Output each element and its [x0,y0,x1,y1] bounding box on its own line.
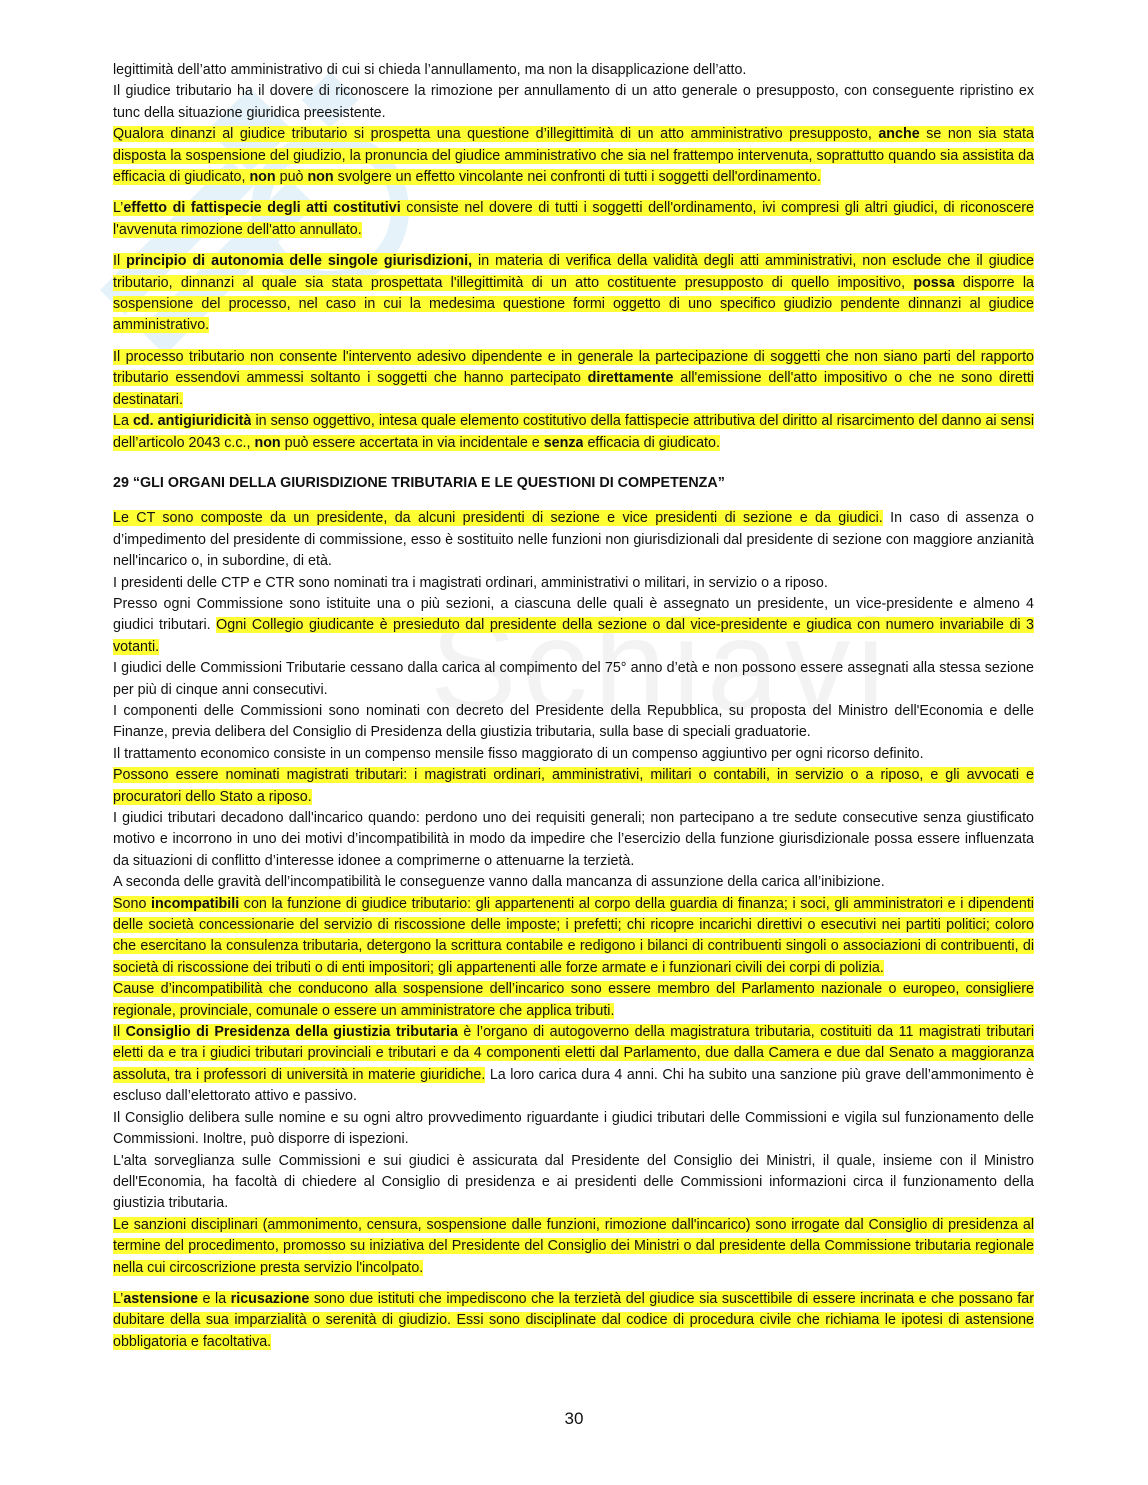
paragraph [113,1022,1034,1108]
highlighted-text: astensione [123,1290,199,1307]
text-run: Presso ogni Commissione sono istituite una o più sezioni, a ciascuna delle quali è assegnato un presidente, un vice-presidente e almeno 4 giudici tributari. [113,595,1034,634]
paragraph [113,81,1034,124]
highlighted-text: Il processo tributario non consente l'intervento adesivo dipendente e in generale la partecipazione di soggetti che non siano parti del rapporto tributario essendovi ammessi soltanto i soggetti che hanno partecipato [113,348,1034,387]
highlighted-text: Il [113,253,127,270]
paragraph [113,573,1034,594]
paragraph [113,744,1034,765]
paragraph [113,347,1034,411]
paragraph [113,1289,1034,1353]
highlighted-text: all'emissione dell'atto impositivo o che ne sono diretti destinatari. [113,370,1034,408]
highlighted-text: Le CT sono composte da un presidente, da alcuni presidenti di sezione e vice presidenti di sezione e da giudici. [113,510,883,527]
highlighted-text: Possono essere nominati magistrati tributari: i magistrati ordinari, amministrativi, militari o contabili, in servizio o a riposo, e gli avvocati e procuratori dello Stato a riposo. [113,767,1034,805]
paragraph [113,1215,1034,1279]
text-run: In caso di assenza o d’impedimento del presidente di commissione, esso è sostituito nelle funzioni non giurisdizionali dal presidente di sezione con maggiore anzianità nell'incarico o, in subordine, di età. [113,510,1034,570]
highlighted-text: possa [913,274,955,291]
text-run: I giudici delle Commissioni Tributarie cessano dalla carica al compimento del 75° anno d’età e non possono essere assegnati alla stessa sezione per più di cinque anni consecutivi. [113,660,1034,698]
paragraph [113,124,1034,188]
highlighted-text: può [275,169,308,186]
highlighted-text: Cause d’incompatibilità che conducono alla sospensione dell’incarico sono essere membro del Parlamento nazionale o europeo, consigliere regionale, provinciale, comunale o essere un amministratore che applica tributi. [113,981,1034,1019]
text-run: Il trattamento economico consiste in un compenso mensile fisso maggiorato di un compenso aggiuntivo per ogni ricorso definito. [113,745,924,762]
highlighted-text: Le sanzioni disciplinari (ammonimento, censura, sospensione dalle funzioni, rimozione dall'incarico) sono irrogate dal Consiglio di presidenza al termine del procedimento, promosso su iniziativa del Presidente del Consiglio dei Ministri o dal presidente della Commissione tributaria regionale nella cui circoscrizione presta servizio l'incolpato. [113,1216,1034,1276]
highlighted-text: con la funzione di giudice tributario: gli appartenenti al corpo della guardia di finanza; i soci, gli amministratori e i dipendenti delle società concessionarie del servizio di riscossione delle imposte; i prefetti; chi ricopre incarichi direttivi o esecutivi nei partiti politici; coloro che esercitano la consulenza tributaria, detergono la scrittura contabile e redigono i bilanci di contribuenti singoli o associazioni di contribuenti, di società di riscossione dei tributi o di enti impositori; gli appartenenti alle forze armate e i funzionari civili dei corpi di polizia. [113,895,1034,976]
highlighted-text: ricusazione [230,1290,310,1307]
highlighted-text: Il [113,1024,126,1041]
highlighted-text: La [113,413,133,430]
highlighted-text: non [307,169,334,186]
text-run: Il giudice tributario ha il dovere di riconoscere la rimozione per annullamento di un atto generale o presupposto, con conseguente ripristino ex tunc della situazione giuridica preesistente. [113,83,1034,121]
section-heading [113,473,1034,494]
text-run: 29 “GLI ORGANI DELLA GIURISDIZIONE TRIBUTARIA E LE QUESTIONI DI COMPETENZA” [113,474,725,491]
paragraph [113,979,1034,1022]
highlighted-text: può essere accertata in via incidentale e [280,434,544,451]
highlighted-text: Ogni Collegio giudicante è presieduto dal presidente della sezione o dal vice-presidente e giudica con numero invariabile di 3 votanti. [113,617,1035,655]
paragraph [113,894,1034,980]
highlighted-text: incompatibili [151,895,240,912]
paragraph [113,411,1034,454]
highlighted-text: consiste nel dovere di tutti i soggetti dell'ordinamento, ivi compresi gli altri giudici, di riconoscere l'avvenuta rimozione dell'atto annullato. [113,200,1034,238]
highlighted-text: svolgere un effetto vincolante nei confronti di tutti i soggetti dell'ordinamento. [333,169,821,186]
paragraph [113,508,1034,572]
text-run: Il Consiglio delibera sulle nomine e su ogni altro provvedimento riguardante i giudici tributari delle Commissioni e vigila sul funzionamento delle Commissioni. Inoltre, può disporre di ispezioni. [113,1109,1034,1148]
highlighted-text: Qualora dinanzi al giudice tributario si prospetta una questione d’illegittimità di un atto amministrativo presupposto, [113,126,879,143]
text-run: legittimità dell’atto amministrativo di cui si chieda l’annullamento, ma non la disapplicazione dell’atto. [113,62,747,78]
highlighted-text: non [249,169,276,186]
text-run: I giudici tributari decadono dall'incarico quando: perdono uno dei requisiti generali; non partecipano a tre sedute consecutive senza giustificato motivo e incorrono in uno dei motivi d’incompatibilità in modo da impedire che l’esercizio della funzione giurisdizionale possa essere influenzata da situazioni di conflitto d’interesse idonee a comprimerne o attenuarne la terzietà. [113,810,1034,869]
paragraph [113,198,1034,241]
text-run: L'alta sorveglianza sulle Commissioni e sui giudici è assicurata dal Presidente del Consiglio dei Ministri, il quale, insieme con il Ministro dell'Economia, ha facoltà di chiedere al Consiglio di presidenza e ai presidenti delle Commissioni informazioni circa il funzionamento della giustizia tributaria. [113,1152,1034,1212]
text-run: A seconda delle gravità dell’incompatibilità le conseguenze vanno dalla mancanza di assunzione della carica all’inibizione. [113,874,885,891]
text-run: La loro carica dura 4 anni. Chi ha subito una sanzione più grave dell’ammonimento è escluso dall’elettorato attivo e passivo. [113,1066,1034,1105]
paragraph [113,60,1034,81]
highlighted-text: effetto di fattispecie degli atti costitutivi [123,200,401,217]
highlighted-text: se non sia stata disposta la sospensione del giudizio, la pronuncia del giudice amministrativo che sia nel frattempo intervenuta, soprattutto quando sia assistita da efficacia di giudicato, [113,126,1034,186]
highlighted-text: è l’organo di autogoverno della magistratura tributaria, costituiti da 11 magistrati tributari eletti da e tra i giudici tributari provinciali e tributari e da 4 componenti eletti dal Parlamento, due dalla Camera e due dal Senato a maggioranza assoluta, tra i professori di università in materie giuridiche. [113,1024,1034,1083]
highlighted-text: L’ [113,200,124,217]
text-run: I presidenti delle CTP e CTR sono nominati tra i magistrati ordinari, amministrativi o militari, in servizio o a riposo. [113,574,828,591]
highlighted-text: disporre la sospensione del processo, nel caso in cui la medesima questione formi oggetto di uno specifico giudizio pendente dinnanzi al giudice amministrativo. [113,274,1034,334]
paragraph [113,872,1034,893]
highlighted-text: principio di autonomia delle singole giurisdizioni, [126,253,473,270]
highlighted-text: e la [198,1290,231,1307]
paragraph [113,1108,1034,1151]
paragraph [113,1151,1034,1215]
paragraph [113,808,1034,872]
document-body [113,60,1034,1353]
text-run: I componenti delle Commissioni sono nominati con decreto del Presidente della Repubblica, su proposta del Ministro dell'Economia e delle Finanze, previa delibera del Consiglio di Presidenza della giustizia tributaria, sulla base di speciali graduatorie. [113,702,1034,741]
highlighted-text: senza [543,434,584,451]
highlighted-text: Sono [113,895,152,912]
highlighted-text: anche [878,126,920,143]
highlighted-text: cd. antigiuridicità [132,413,252,430]
highlighted-text: in senso oggettivo, intesa quale elemento costitutivo della fattispecie attributiva del diritto al risarcimento del danno ai sensi dell’articolo 2043 c.c., [113,413,1034,451]
paragraph [113,251,1034,337]
highlighted-text: sono due istituti che impediscono che la terzietà del giudice sia suscettibile di essere incrinata e che possano far dubitare della sua imparzialità o serenità di giudizio. Essi sono disciplinate dal codice di procedura civile che richiama le ipotesi di astensione obbligatoria e facoltativa. [113,1290,1034,1350]
highlighted-text: efficacia di giudicato. [583,434,720,451]
paragraph [113,765,1034,808]
highlighted-text: direttamente [587,370,674,387]
highlighted-text: Consiglio di Presidenza della giustizia tributaria [125,1024,458,1041]
paragraph [113,594,1034,658]
paragraph [113,658,1034,701]
highlighted-text: L’ [113,1290,124,1307]
highlighted-text: in materia di verifica della validità degli atti amministrativi, non esclude che il giudice tributario, dinnanzi al quale sia stata prospettata l'illegittimità di un atto costituente presupposto di quello impositivo, [113,253,1034,291]
page-number: 30 [564,1409,584,1428]
paragraph [113,701,1034,744]
highlighted-text: non [254,434,281,451]
